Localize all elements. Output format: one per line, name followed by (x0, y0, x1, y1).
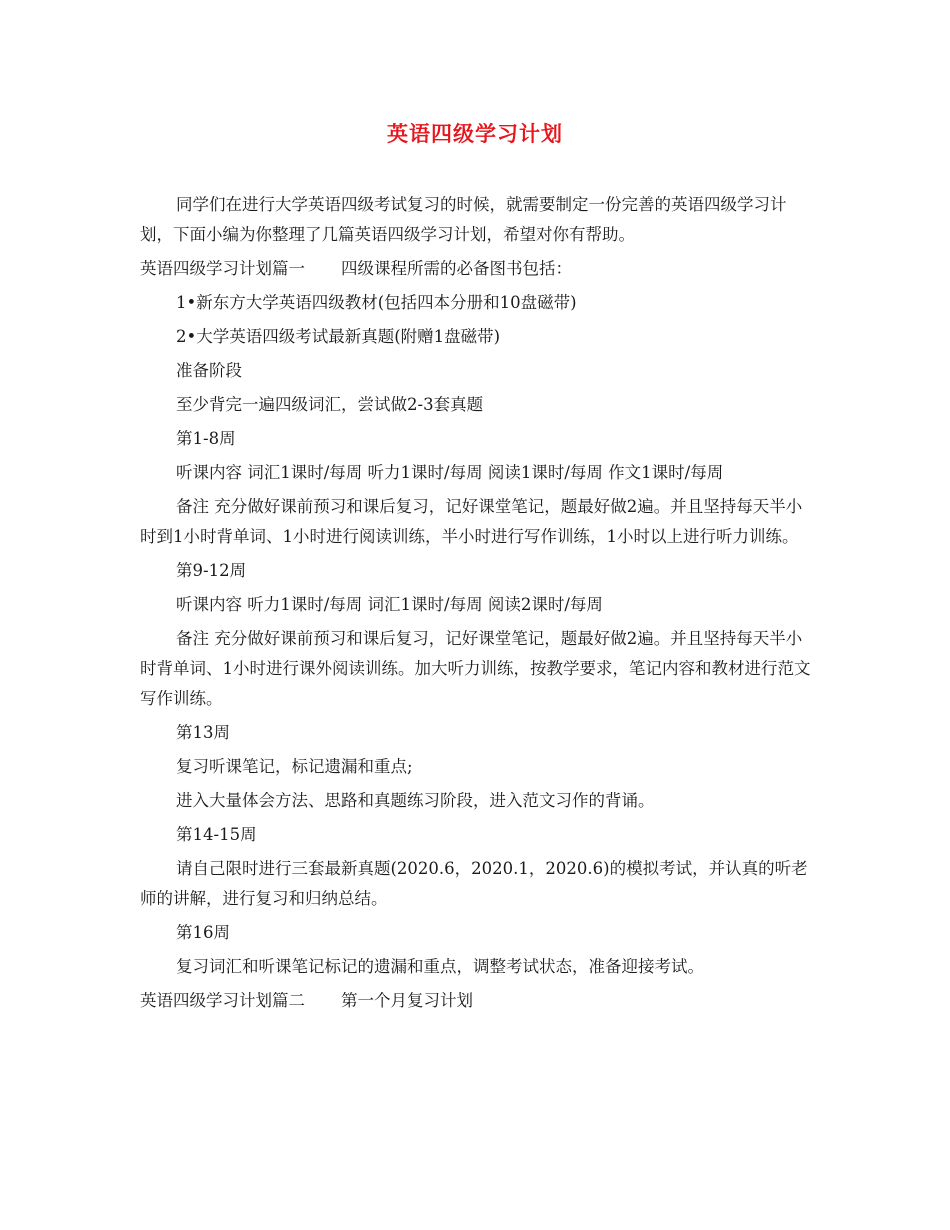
stage-heading: 准备阶段 (176, 361, 242, 380)
section-heading: 英语四级学习计划篇二 (140, 991, 305, 1010)
document-body (140, 190, 816, 1020)
list-item: 2•大学英语四级考试最新真题(附赠1盘磁带) (176, 327, 501, 346)
section-heading: 英语四级学习计划篇一 (140, 259, 305, 278)
section-subheading: 第一个月复习计划 (341, 991, 473, 1010)
week-heading: 第13周 (176, 723, 230, 742)
week-heading: 第9-12周 (176, 561, 247, 580)
plan-text: 复习词汇和听课笔记标记的遗漏和重点，调整考试状态，准备迎接考试。 (176, 957, 704, 976)
course-content: 听课内容 词汇1课时/每周 听力1课时/每周 阅读1课时/每周 作文1课时/每周 (176, 463, 724, 482)
plan-text: 请自己限时进行三套最新真题(2020.6，2020.1，2020.6)的模拟考试，并认真的听老师的讲解，进行复习和归纳总结。 (140, 859, 808, 908)
week-heading: 第14-15周 (176, 825, 257, 844)
week-heading: 第16周 (176, 923, 230, 942)
course-content: 听课内容 听力1课时/每周 词汇1课时/每周 阅读2课时/每周 (176, 595, 603, 614)
intro-paragraph: 同学们在进行大学英语四级考试复习的时候，就需要制定一份完善的英语四级学习计划，下面小编为你整理了几篇英语四级学习计划，希望对你有帮助。 (140, 195, 787, 244)
section-heading-line (140, 986, 816, 1016)
plan-text: 复习听课笔记，标记遗漏和重点; (176, 757, 413, 776)
list-item: 1•新东方大学英语四级教材(包括四本分册和10盘磁带) (176, 293, 577, 312)
plan-text: 进入大量体会方法、思路和真题练习阶段，进入范文习作的背诵。 (176, 791, 655, 810)
remarks-paragraph: 备注 充分做好课前预习和课后复习，记好课堂笔记，题最好做2遍。并且坚持每天半小时背单词、1小时进行课外阅读训练。加大听力训练，按教学要求，笔记内容和教材进行范文写作训练。 (140, 629, 811, 708)
stage-text: 至少背完一遍四级词汇，尝试做2-3套真题 (176, 395, 484, 414)
section-heading-line (140, 254, 816, 284)
section-subheading: 四级课程所需的必备图书包括： (341, 259, 572, 278)
document-title: 英语四级学习计划 (387, 122, 563, 146)
week-heading: 第1-8周 (176, 429, 236, 448)
remarks-paragraph: 备注 充分做好课前预习和课后复习，记好课堂笔记，题最好做2遍。并且坚持每天半小时到1小时背单词、1小时进行阅读训练，半小时进行写作训练，1小时以上进行听力训练。 (140, 497, 803, 546)
